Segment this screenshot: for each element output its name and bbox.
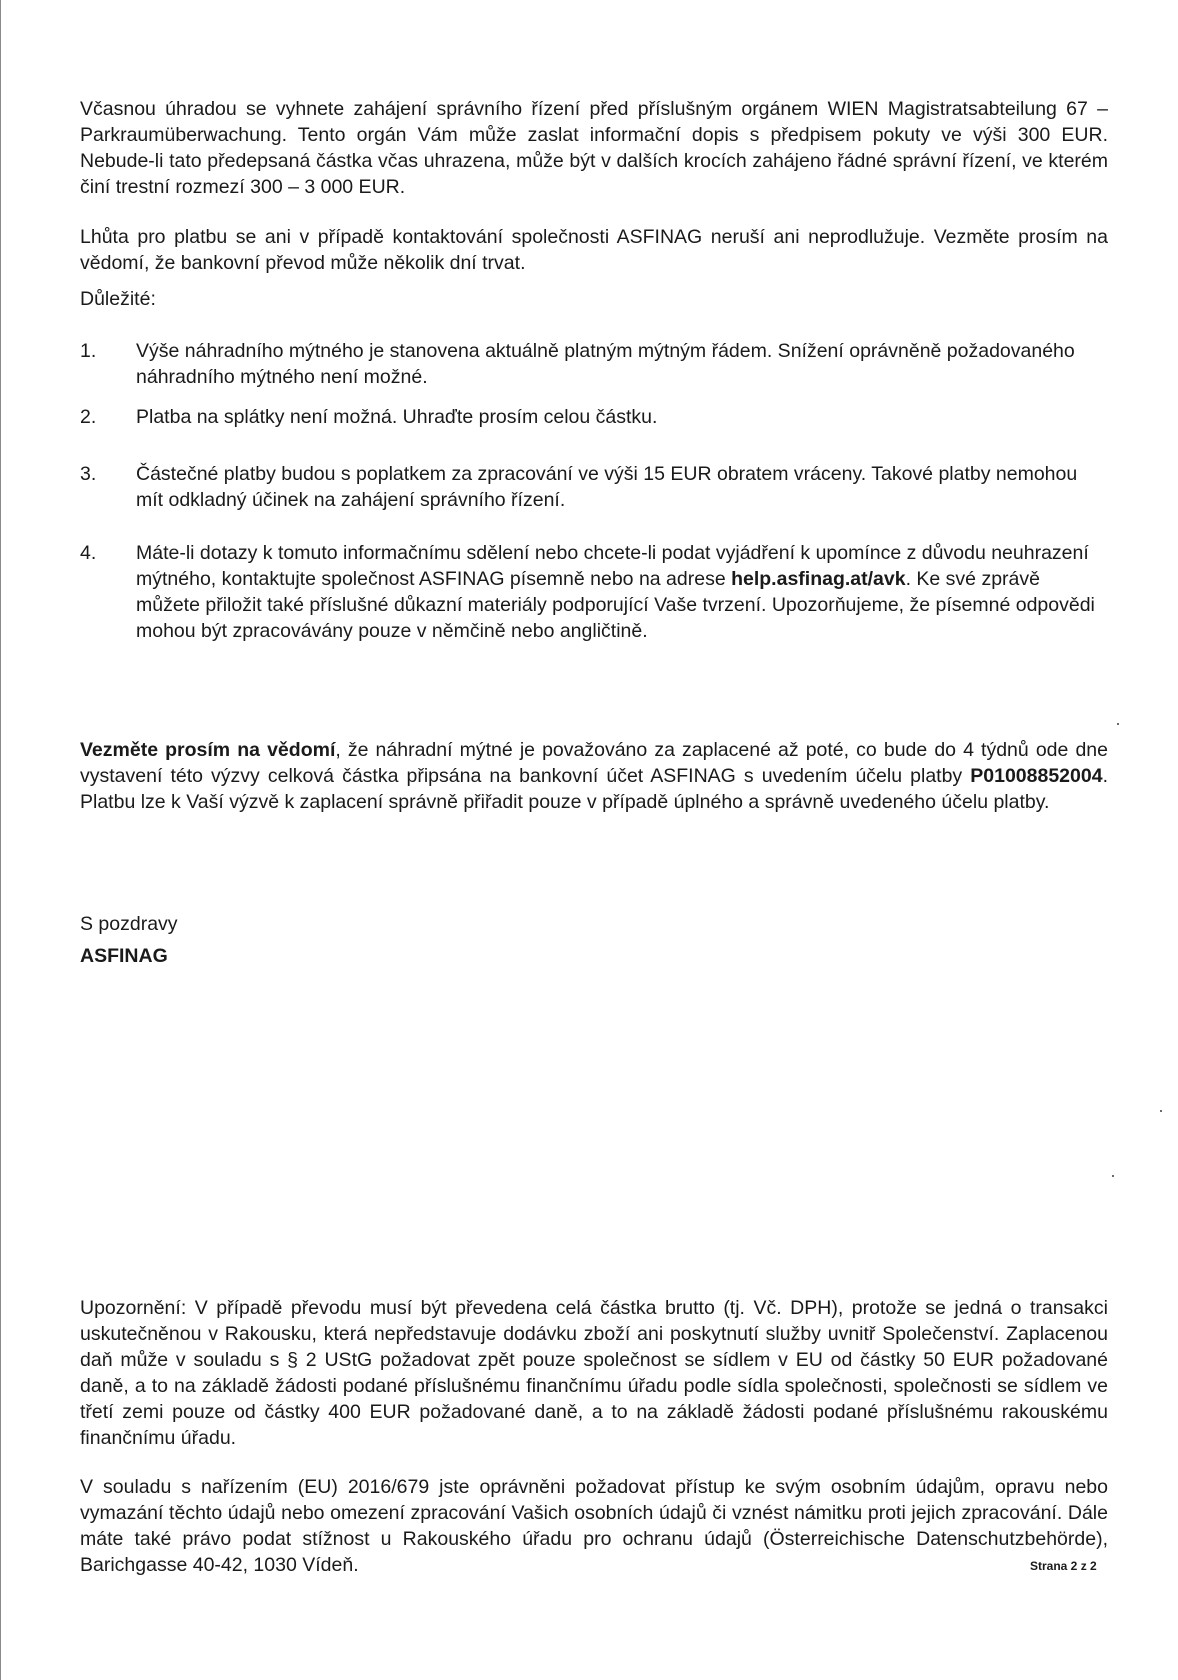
list-number: 4. <box>80 542 97 564</box>
payment-notice-text-2: . Platbu lze k Vaší výzvě k zaplacení správně přiřadit pouze v případě úplného a správně uvedeného účelu platby. <box>80 765 1108 813</box>
list-item-text: Výše náhradního mýtného je stanovena aktuálně platným mýtným řádem. Snížení oprávněně požadovaného náhradního mýtného není možné. <box>136 340 1075 388</box>
important-list-item-3 <box>80 461 1108 513</box>
list-number: 2. <box>80 406 97 428</box>
scan-speck <box>1112 1175 1114 1177</box>
list-item-text-end: . Ke své zprávě můžete přiložit také příslušné důkazní materiály podporující Vaše tvrzení. Upozorňujeme, že písemné odpovědi mohou být zpracovávány pouze v němčině nebo angličtině. <box>136 568 1095 642</box>
intro-paragraph-administrative-proceedings: Včasnou úhradou se vyhnete zahájení správního řízení před příslušným orgánem WIEN Magistratsabteilung 67 – Parkraumüberwachung. Tento orgán Vám může zaslat informační dopis s předpisem pokuty ve výši 300 EUR. Nebude-li tato předepsaná částka včas uhrazena, může být v dalších krocích zahájeno řádné správní řízení, ve kterém činí trestní rozmezí 300 – 3 000 EUR. <box>80 98 1108 198</box>
gdpr-notice-paragraph: V souladu s nařízením (EU) 2016/679 jste oprávněni požadovat přístup ke svým osobním údajům, opravu nebo vymazání těchto údajů nebo omezení zpracování Vašich osobních údajů či vznést námitku proti jejich zpracování. Dále máte také právo podat stížnost u Rakouského úřadu pro ochranu údajů (Österreichische Datenschutzbehörde), Barichgasse 40-42, 1030 Vídeň. <box>80 1476 1108 1576</box>
payment-notice-bold-lead: Vezměte prosím na vědomí <box>80 739 336 761</box>
scan-speck <box>1160 1110 1162 1112</box>
payment-notice-paragraph <box>80 737 1108 815</box>
payment-notice-text-1: , že náhradní mýtné je považováno za zaplacené až poté, co bude do 4 týdnů ode dne vystavení této výzvy celková částka připsána na bankovní účet ASFINAG s uvedením účelu platby <box>80 739 1108 787</box>
intro-paragraph-payment-deadline: Lhůta pro platbu se ani v případě kontaktování společnosti ASFINAG neruší ani neprodlužuje. Vezměte prosím na vědomí, že bankovní převod může několik dní trvat. <box>80 226 1108 274</box>
important-list-item-4 <box>80 540 1108 644</box>
list-item-text <box>136 540 1108 644</box>
important-list-item-1 <box>80 338 1108 390</box>
list-item-text-start: Máte-li dotazy k tomuto informačnímu sdělení nebo chcete-li podat vyjádření k upomínce z důvodu neuhrazení mýtného, kontaktujte společnost ASFINAG písemně nebo na adrese <box>136 542 1089 590</box>
important-heading: Důležité: <box>80 288 156 310</box>
list-number: 3. <box>80 463 97 485</box>
list-item-text: Platba na splátky není možná. Uhraďte prosím celou částku. <box>136 406 658 428</box>
payment-reference: P01008852004 <box>970 765 1103 787</box>
list-number: 1. <box>80 340 97 362</box>
contact-link[interactable]: help.asfinag.at/avk <box>731 568 906 590</box>
important-list-item-2 <box>80 404 1108 430</box>
page-number: Strana 2 z 2 <box>1030 1559 1097 1573</box>
signature-greeting: S pozdravy <box>80 913 178 935</box>
page-edge <box>0 0 1 1680</box>
signature-company: ASFINAG <box>80 945 168 967</box>
vat-notice-paragraph: Upozornění: V případě převodu musí být převedena celá částka brutto (tj. Vč. DPH), protože se jedná o transakci uskutečněnou v Rakousku, která nepředstavuje dodávku zboží ani poskytnutí služby uvnitř Společenství. Zaplacenou daň může v souladu s § 2 UStG požadovat zpět pouze společnost se sídlem v EU od částky 50 EUR požadované daně, a to na základě žádosti podané příslušnému finančnímu úřadu podle sídla společnosti, společnosti se sídlem ve třetí zemi pouze od částky 400 EUR požadované daně, a to na základě žádosti podané příslušnému rakouskému finančnímu úřadu. <box>80 1297 1108 1449</box>
scan-speck <box>1117 723 1119 725</box>
list-item-text: Částečné platby budou s poplatkem za zpracování ve výši 15 EUR obratem vráceny. Takové platby nemohou mít odkladný účinek na zahájení správního řízení. <box>136 463 1078 511</box>
